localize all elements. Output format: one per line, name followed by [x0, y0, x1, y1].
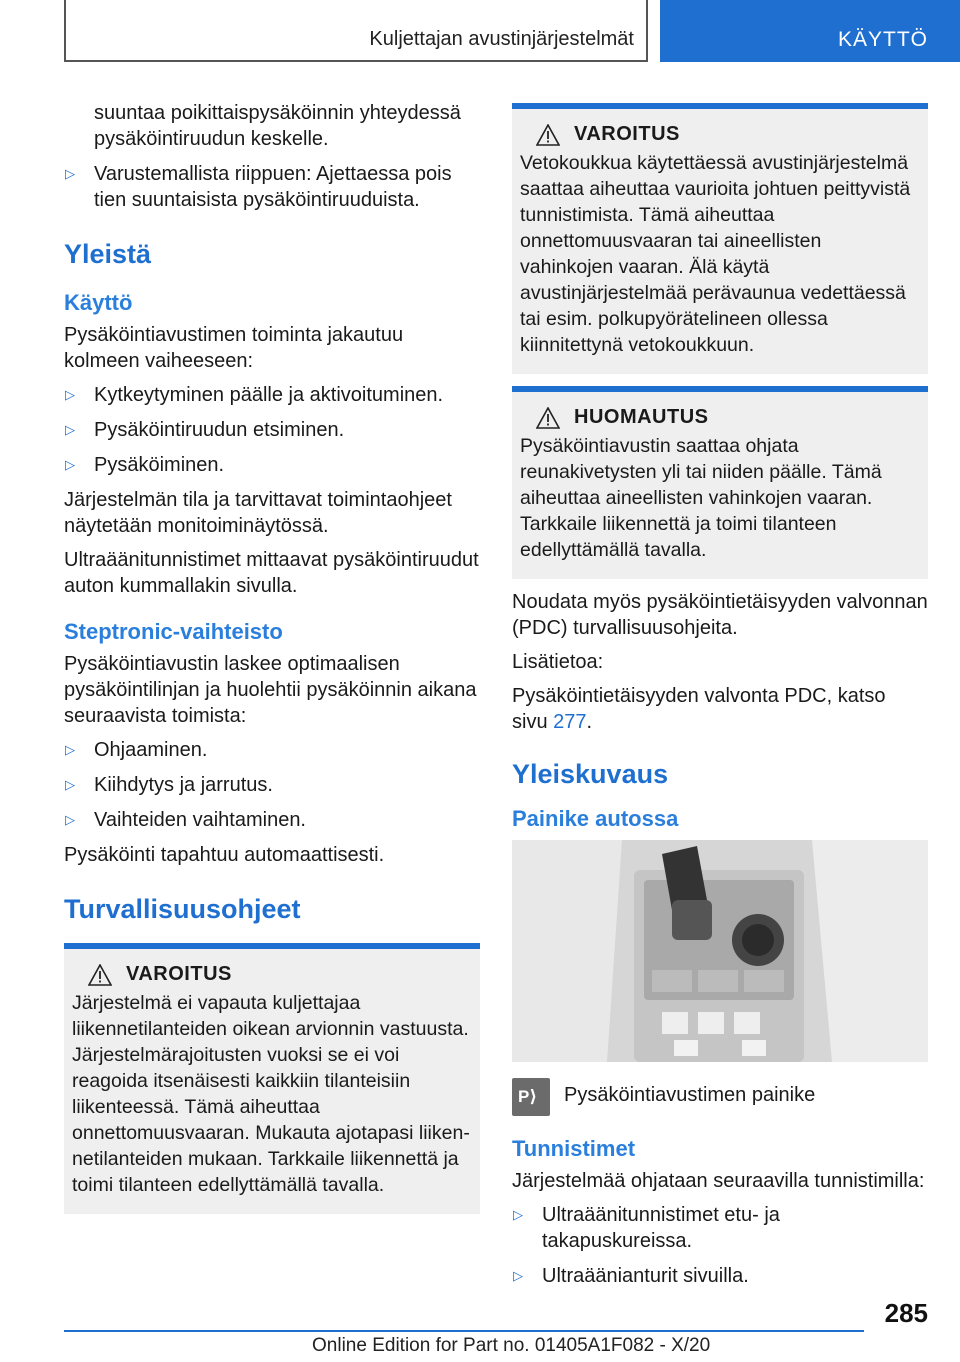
section-title: Kuljettajan avustinjärjestelmät — [369, 28, 634, 50]
notice-header — [520, 406, 918, 429]
list-item: ▷ Ohjaaminen. — [65, 739, 208, 761]
warning-header — [520, 123, 918, 146]
heading-safety: Turvallisuusohjeet — [64, 894, 301, 924]
bullet-triangle-icon: ▷ — [65, 812, 75, 827]
heading-overview: Yleiskuvaus — [512, 759, 669, 789]
list-item: ▷ Pysäköiminen. — [65, 454, 225, 476]
button-caption: Pysäköintiavustimen painike — [564, 1084, 816, 1106]
edition-note: Online Edition for Part no. 01405A1F082 - X/20 — [312, 1335, 711, 1356]
heading-operation: Käyttö — [64, 290, 133, 315]
bullet-triangle-icon: ▷ — [65, 777, 75, 792]
list-item: ▷ Pysäköintiruudun etsiminen. — [65, 419, 345, 441]
chapter-tab-label: KÄYTTÖ — [837, 28, 928, 51]
warning-text: Järjestelmä ei vapauta kuljettajaa liikennetilanteiden oikean arvionnin vastuusta. Järjestelmärajoitusten vuoksi se ei voi reagoida itsenäisesti kaikkiin tilanteisiin liikenteessä. Tämä aiheuttaa onnettomuusvaaran. Mukauta ajotapasi liikennetilanteiden mukaan. Tarkkaile liikennettä ja toimi tilanteen edellyttämällä tavalla. — [72, 992, 470, 1196]
bullet-triangle-icon: ▷ — [513, 1207, 523, 1222]
list-item-continued: suuntaa poikittaispysäköinnin yhteydessä pysäköintiruudun keskelle. — [94, 102, 461, 150]
console-image — [512, 840, 928, 1062]
heading-general: Yleistä — [64, 239, 152, 269]
bullet-triangle-icon: ▷ — [65, 422, 75, 437]
list-item: ▷ Varustemallista riippuen: Ajettaessa pois tien suuntaisista pysäköintiruuduista. — [65, 163, 452, 211]
header-box — [64, 0, 648, 62]
warning-triangle-icon — [536, 124, 560, 146]
warning-triangle-icon — [88, 964, 112, 986]
more-info-label: Lisätietoa: — [512, 651, 604, 673]
sensors-text: Järjestelmää ohjataan seuraavilla tunnistimilla: — [512, 1170, 925, 1192]
warning-box — [64, 943, 480, 1214]
warning-triangle-icon — [536, 407, 560, 429]
notice-title: HUOMAUTUS — [574, 406, 709, 428]
list-item: ▷ Vaihteiden vaihtaminen. — [65, 809, 306, 831]
left-column — [64, 100, 480, 1214]
warning-title: VAROITUS — [126, 963, 232, 985]
list-item: ▷ Ultraäänitunnistimet etu- ja takapuskureissa. — [513, 1204, 780, 1252]
sensor-text: Ultraäänitunnistimet mittaavat pysäköintiruudut auton kummallakin sivulla. — [64, 549, 479, 597]
bullet-triangle-icon: ▷ — [65, 742, 75, 757]
list-item: ▷ Ultraäänianturit sivuilla. — [513, 1265, 749, 1287]
heading-steptronic: Steptronic-vaihteisto — [64, 619, 283, 644]
list-item: ▷ Kytkeytyminen päälle ja aktivoituminen. — [65, 384, 444, 406]
auto-text: Pysäköinti tapahtuu automaattisesti. — [64, 844, 385, 866]
list-item: ▷ Kiihdytys ja jarrutus. — [65, 774, 273, 796]
warning-header — [72, 963, 470, 986]
heading-sensors: Tunnistimet — [512, 1136, 636, 1161]
page-number: 285 — [884, 1298, 928, 1328]
notice-text: Pysäköintiavustin saattaa ohjata reunakivetysten yli tai niiden päälle. Tämä aiheuttaa aineellisten vahinkojen vaaran. Tarkkaile liikennettä ja toimi tilanteen edellyttämällä tavalla. — [520, 435, 882, 561]
button-legend — [512, 1078, 928, 1116]
bullet-triangle-icon: ▷ — [65, 387, 75, 402]
bullet-triangle-icon: ▷ — [65, 166, 75, 181]
footer-rule — [64, 1330, 864, 1332]
center-console-photo — [512, 840, 928, 1062]
warning-title: VAROITUS — [574, 123, 680, 145]
parking-assistant-button-icon: P⟩ — [512, 1078, 550, 1116]
bullet-triangle-icon: ▷ — [513, 1268, 523, 1283]
notice-box — [512, 386, 928, 579]
pdc-note: Noudata myös pysäköintietäisyyden valvonnan (PDC) turvallisuusohjeita. — [512, 591, 928, 639]
steptronic-text: Pysäköintiavustin laskee optimaalisen pysäköintilinjan ja huolehtii pysäköinnin aikana seuraavista toimista: — [64, 653, 477, 727]
page-link[interactable]: 277 — [553, 711, 587, 733]
status-text: Järjestelmän tila ja tarvittavat toimintaohjeet näytetään monitoiminäytössä. — [64, 489, 452, 537]
heading-button: Painike autossa — [512, 806, 679, 831]
chapter-tab[interactable] — [660, 0, 960, 62]
right-column — [512, 103, 928, 1298]
warning-box — [512, 103, 928, 374]
bullet-triangle-icon: ▷ — [65, 457, 75, 472]
operation-text: Pysäköintiavustimen toiminta jakautuu kolmeen vaiheeseen: — [64, 324, 404, 372]
warning-text: Vetokoukkua käytettäessä avustinjärjestelmä saattaa aiheuttaa vaurioita johtuen peittyvistä tunnistimista. Tämä aiheuttaa onnettomuusvaaran tai aineellisten vahinkojen vaaran. Älä käytä avustinjärjestelmää perävaunua vedettäessä tai esim. polkupyörätelineen ollessa kiinnitettynä vetokoukkuun. — [520, 152, 911, 356]
reference: Pysäköintietäisyyden valvonta PDC, katso sivu 277. — [512, 685, 886, 733]
